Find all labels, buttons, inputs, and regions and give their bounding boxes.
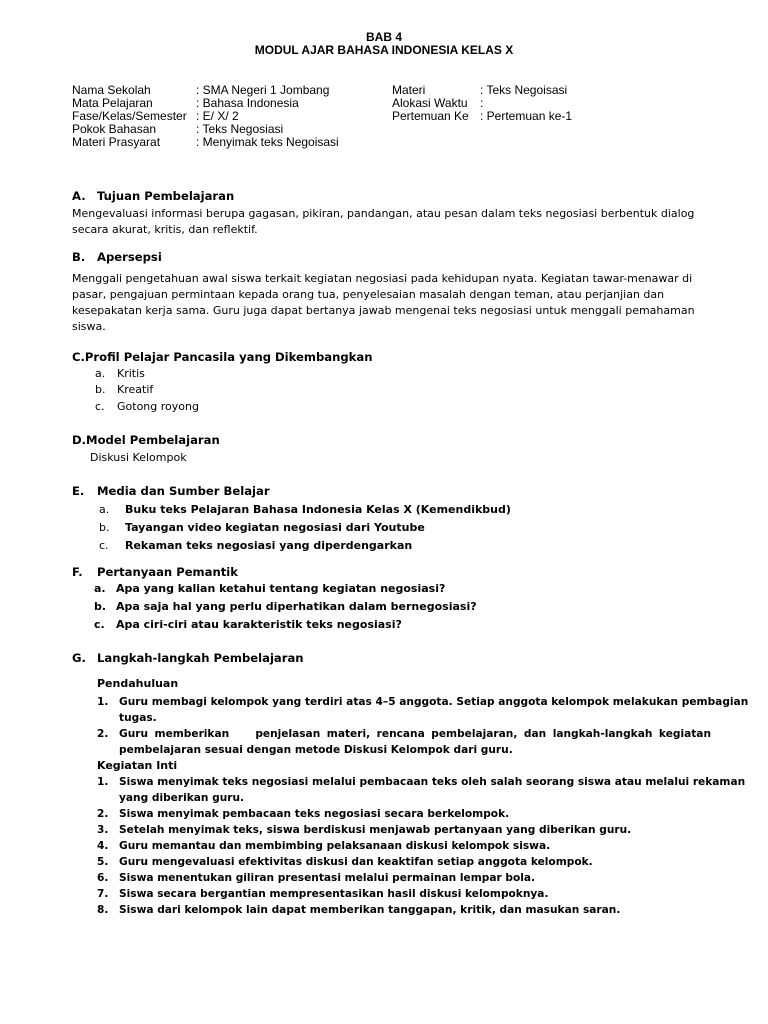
step-text: pembelajaran sesuai dengan metode Diskusi Kelompok dari guru. bbox=[119, 744, 513, 756]
paragraph-line: siswa. bbox=[72, 320, 106, 333]
step-text: Setelah menyimak teks, siswa berdiskusi menjawab pertanyaan yang diberikan guru. bbox=[119, 824, 632, 836]
identity-label: Nama Sekolah bbox=[72, 83, 151, 97]
list-text: Buku teks Pelajaran Bahasa Indonesia Kelas X (Kemendikbud) bbox=[125, 503, 511, 516]
paragraph-line: Menggali pengetahuan awal siswa terkait kegiatan negosiasi pada kehidupan nyata. Kegiatan tawar-menawar di bbox=[72, 272, 693, 285]
list-marker: b. bbox=[95, 383, 106, 396]
identity-value: : Teks Negoisasi bbox=[480, 83, 568, 97]
identity-label: Mata Pelajaran bbox=[72, 96, 153, 110]
list-marker: a. bbox=[99, 503, 110, 516]
list-text: Kritis bbox=[117, 367, 145, 380]
step-text: Siswa menyimak pembacaan teks negosiasi secara berkelompok. bbox=[119, 808, 510, 820]
list-marker: c. bbox=[94, 618, 105, 631]
step-number: 3. bbox=[97, 824, 109, 836]
step-text: Siswa dari kelompok lain dapat memberikan tanggapan, kritik, dan masukan saran. bbox=[119, 904, 621, 916]
step-number: 7. bbox=[97, 888, 109, 900]
step-number: 1. bbox=[97, 776, 109, 788]
paragraph-line: kesepakatan kerja sama. Guru juga dapat bertanya jawab mengenai teks negosiasi untuk menggali pemahaman bbox=[72, 304, 695, 317]
list-marker: c. bbox=[95, 400, 105, 413]
paragraph-line: pasar, pengajuan permintaan kepada orang tua, penyelesaian masalah dengan teman, atau perjanjian dan bbox=[72, 288, 665, 301]
step-number: 2. bbox=[97, 808, 109, 820]
section-heading-d: D.Model Pembelajaran bbox=[72, 433, 220, 447]
identity-value: : SMA Negeri 1 Jombang bbox=[196, 83, 330, 97]
list-marker: c. bbox=[99, 539, 109, 552]
section-title: Langkah-langkah Pembelajaran bbox=[97, 651, 304, 665]
identity-label: Alokasi Waktu bbox=[392, 96, 468, 110]
section-letter: G. bbox=[72, 651, 86, 665]
identity-value: : bbox=[480, 96, 484, 110]
step-text: Siswa secara bergantian mempresentasikan hasil diskusi kelompoknya. bbox=[119, 888, 549, 900]
section-a-paragraph bbox=[72, 206, 698, 238]
list-marker: a. bbox=[95, 367, 106, 380]
step-text: Siswa menyimak teks negosiasi melalui pembacaan teks oleh salah seorang siswa atau melalui rekaman bbox=[119, 776, 746, 788]
section-heading-f bbox=[72, 565, 238, 579]
step-number: 8. bbox=[97, 904, 109, 916]
identity-value: : E/ X/ 2 bbox=[196, 109, 239, 123]
section-letter: E. bbox=[72, 484, 85, 498]
paragraph-line: secara akurat, kritis, dan reflektif. bbox=[72, 223, 258, 236]
chapter-label: BAB 4 bbox=[365, 30, 402, 44]
section-heading-b bbox=[72, 250, 162, 264]
list-text: Apa saja hal yang perlu diperhatikan dalam bernegosiasi? bbox=[116, 600, 477, 613]
identity-label: Pertemuan Ke bbox=[392, 109, 469, 123]
identity-value: : Teks Negosiasi bbox=[196, 122, 284, 136]
step-text: Guru membagi kelompok yang terdiri atas 4–5 anggota. Setiap anggota kelompok melakukan pembagian bbox=[119, 696, 749, 708]
list-marker: b. bbox=[94, 600, 107, 613]
section-d-text: Diskusi Kelompok bbox=[90, 451, 187, 464]
list-text: Apa yang kalian ketahui tentang kegiatan negosiasi? bbox=[116, 582, 446, 595]
step-text: yang diberikan guru. bbox=[119, 792, 245, 804]
section-title: Media dan Sumber Belajar bbox=[97, 484, 270, 498]
list-text: Tayangan video kegiatan negosiasi dari Youtube bbox=[125, 521, 425, 534]
document-title: MODUL AJAR BAHASA INDONESIA KELAS X bbox=[254, 43, 514, 57]
identity-value: : Menyimak teks Negoisasi bbox=[196, 135, 339, 149]
list-marker: b. bbox=[99, 521, 110, 534]
subheading-kegiatan-inti: Kegiatan Inti bbox=[97, 759, 178, 772]
section-title: Tujuan Pembelajaran bbox=[97, 189, 235, 203]
step-text: tugas. bbox=[119, 712, 157, 724]
identity-label: Fase/Kelas/Semester bbox=[72, 109, 187, 123]
section-letter: F. bbox=[72, 565, 83, 579]
step-number: 5. bbox=[97, 856, 109, 868]
step-number: 4. bbox=[97, 840, 109, 852]
section-heading-g bbox=[72, 651, 304, 665]
step-text: Siswa menentukan giliran presentasi melalui permainan lempar bola. bbox=[119, 872, 536, 884]
identity-label: Materi bbox=[392, 83, 426, 97]
section-heading-a bbox=[72, 189, 234, 203]
list-marker: a. bbox=[94, 582, 106, 595]
paragraph-line: Mengevaluasi informasi berupa gagasan, pikiran, pandangan, atau pesan dalam teks negosiasi berbentuk dialog bbox=[72, 207, 695, 220]
section-title: Apersepsi bbox=[97, 250, 162, 264]
section-heading-e bbox=[72, 484, 270, 498]
step-text: Guru mengevaluasi efektivitas diskusi dan keaktifan setiap anggota kelompok. bbox=[119, 856, 593, 868]
identity-label: Materi Prasyarat bbox=[72, 135, 161, 149]
list-text: Apa ciri-ciri atau karakteristik teks negosiasi? bbox=[116, 618, 402, 631]
step-number: 2. bbox=[97, 728, 109, 740]
step-text: Guru memberikan penjelasan materi, rencana pembelajaran, dan langkah-langkah kegiatan bbox=[119, 728, 711, 740]
section-b-paragraph bbox=[72, 271, 698, 335]
section-letter: B. bbox=[72, 250, 86, 264]
step-number: 6. bbox=[97, 872, 109, 884]
section-heading-c: C.Profil Pelajar Pancasila yang Dikembangkan bbox=[72, 350, 373, 364]
identity-value: : Pertemuan ke-1 bbox=[480, 109, 573, 123]
section-letter: A. bbox=[72, 189, 86, 203]
identity-label: Pokok Bahasan bbox=[72, 122, 157, 136]
identity-value: : Bahasa Indonesia bbox=[196, 96, 299, 110]
subheading-pendahuluan: Pendahuluan bbox=[97, 677, 179, 690]
list-text: Kreatif bbox=[117, 383, 154, 396]
section-title: Pertanyaan Pemantik bbox=[97, 565, 238, 579]
step-text: Guru memantau dan membimbing pelaksanaan diskusi kelompok siswa. bbox=[119, 840, 551, 852]
list-text: Rekaman teks negosiasi yang diperdengarkan bbox=[125, 539, 413, 552]
list-text: Gotong royong bbox=[117, 400, 199, 413]
step-number: 1. bbox=[97, 696, 109, 708]
